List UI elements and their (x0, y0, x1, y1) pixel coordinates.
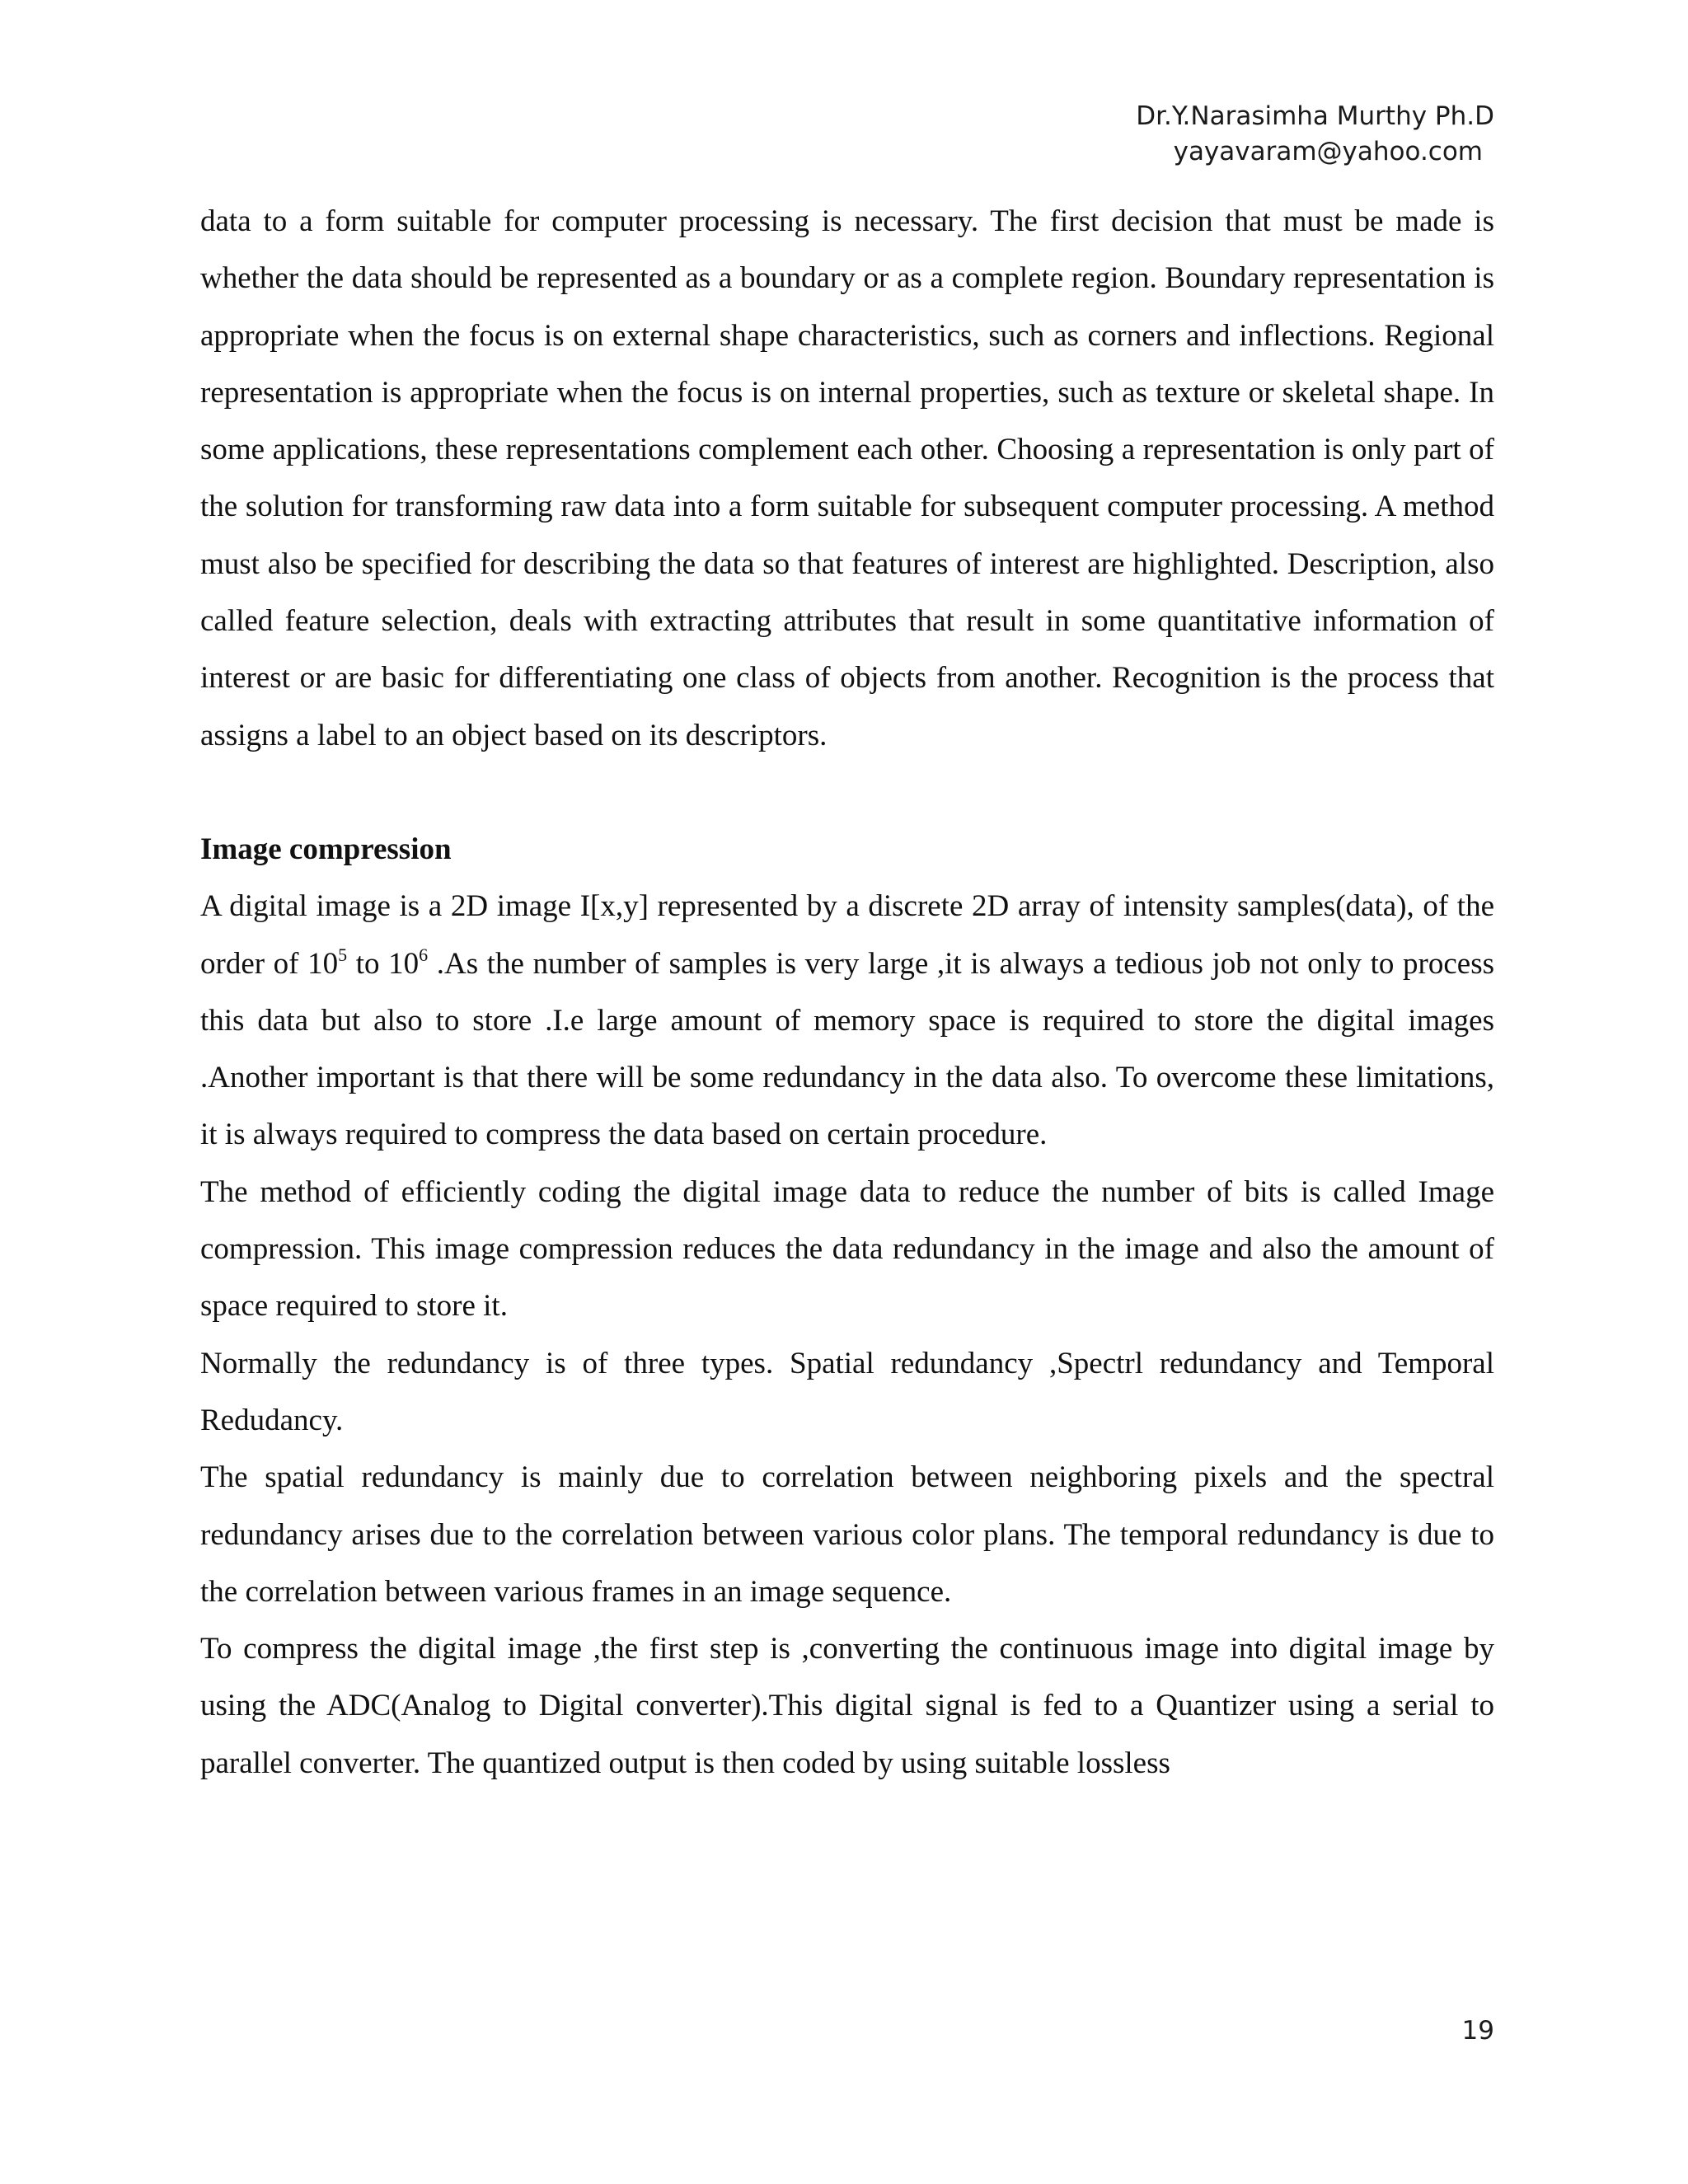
p1-superscript-5: 5 (338, 944, 348, 965)
page-header (1136, 99, 1494, 170)
compression-paragraph-4: The spatial redundancy is mainly due to correlation between neighboring pixels and the spectral redundancy arises due to the correlation between various color plans. The temporal redundancy is due to the correlation between various frames in an image sequence. (200, 1460, 1494, 1609)
compression-paragraph-2: The method of efficiently coding the digital image data to reduce the number of bits is called Image compression. This image compression reduces the data redundancy in the image and also the amount of space required to store it. (200, 1174, 1494, 1324)
intro-paragraph: data to a form suitable for computer processing is necessary. The first decision that must be made is whether the data should be represented as a boundary or as a complete region. Boundary representation is appropriate when the focus is on external shape characteristics, such as corners and inflections. Regional representation is appropriate when the focus is on internal properties, such as texture or skeletal shape. In some applications, these representations complement each other. Choosing a representation is only part of the solution for transforming raw data into a form suitable for subsequent computer processing. A method must also be specified for describing the data so that features of interest are highlighted. Description, also called feature selection, deals with extracting attributes that result in some quantitative information of interest or are basic for differentiating one class of objects from another. Recognition is the process that assigns a label to an object based on its descriptors. (200, 204, 1494, 752)
section-heading: Image compression (200, 832, 452, 866)
compression-paragraph-3: Normally the redundancy is of three types. Spatial redundancy ,Spectrl redundancy and Temporal Redudancy. (200, 1346, 1494, 1437)
author-email: yayavaram@yahoo.com (1173, 137, 1483, 166)
compression-paragraph-1 (200, 878, 1494, 1163)
p1-superscript-6: 6 (419, 944, 429, 965)
p1-text-c: .As the number of samples is very large ,it is always a tedious job not only to process this data but also to store .I.e large amount of memory space is required to store the digital images .Another important is that there will be some redundancy in the data also. To overcome these limitations, it is always required to compress the data based on certain procedure. (200, 946, 1495, 1152)
page-body (200, 193, 1494, 1792)
compression-paragraph-5: To compress the digital image ,the first step is ,converting the continuous image into digital image by using the ADC(Analog to Digital converter).This digital signal is fed to a Quantizer using a serial to parallel converter. The quantized output is then coded by using suitable lossless (200, 1632, 1494, 1780)
p1-text-b: to 10 (347, 946, 420, 981)
page-number: 19 (1461, 2016, 1494, 2046)
author-name: Dr.Y.Narasimha Murthy Ph.D (1136, 101, 1494, 131)
p1-text-a: A digital image is a 2D image I[x,y] represented by a discrete 2D array of intensity samples(data), of the order of 10 (200, 889, 1494, 981)
